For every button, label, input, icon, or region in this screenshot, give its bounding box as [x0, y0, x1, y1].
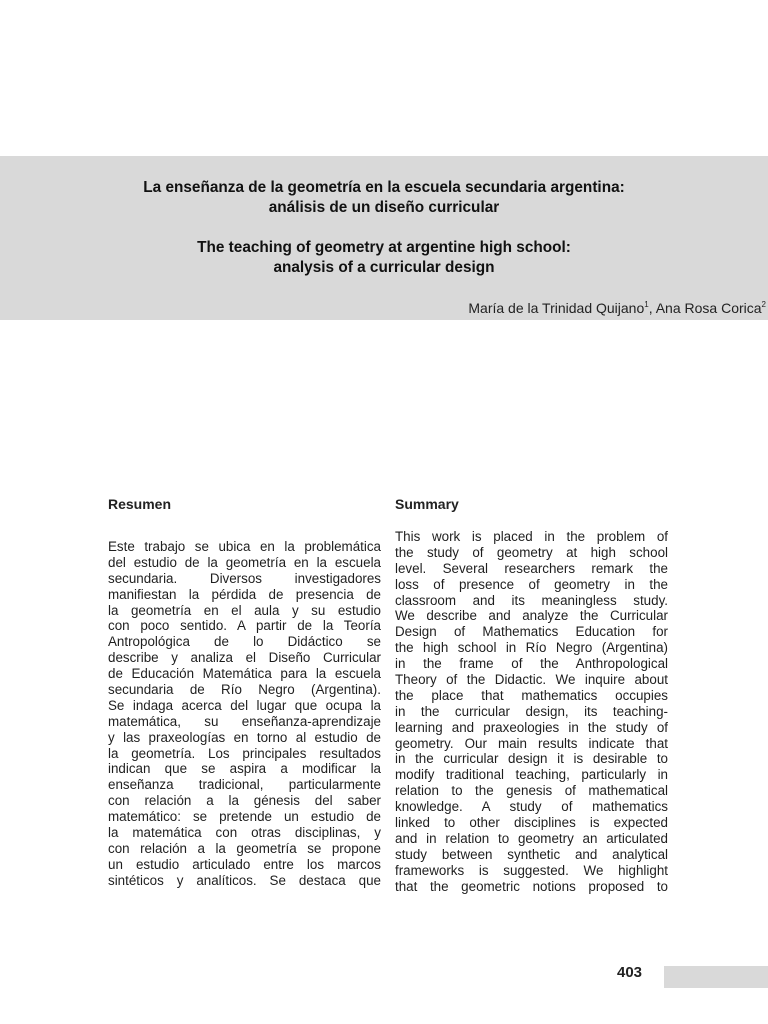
summary-line: We describe and analyze the Curricular [395, 608, 668, 624]
summary-line: frameworks is suggested. We highlight [395, 862, 668, 878]
summary-line: modify traditional teaching, particularly in [395, 767, 668, 783]
resumen-heading: Resumen [108, 496, 172, 512]
page-tab [664, 966, 768, 988]
spanish-title-line: La enseñanza de la geometría en la escuela secundaria argentina: [143, 179, 625, 196]
resumen-line: Antropológica de lo Didáctico se [108, 634, 381, 650]
english-title [15, 238, 752, 278]
resumen-line: la geometría. Los principales resultados [108, 745, 381, 761]
resumen-line: con relación a la génesis del saber [108, 793, 381, 809]
summary-line: loss of presence of geometry in the [395, 576, 668, 592]
summary-line: the place that mathematics occupies [395, 687, 668, 703]
summary-line: that the geometric notions proposed to [395, 878, 668, 894]
summary-line: knowledge. A study of mathematics [395, 799, 668, 815]
english-title-line: analysis of a curricular design [273, 259, 495, 276]
resumen-line: con relación a la geometría se propone [108, 840, 381, 856]
spanish-title [15, 178, 752, 218]
summary-line: in the frame of the Anthropological [395, 656, 668, 672]
resumen-line: Se indaga acerca del lugar que ocupa la [108, 697, 381, 713]
resumen-line: con poco sentido. A partir de la Teoría [108, 618, 381, 634]
summary-heading: Summary [395, 496, 459, 512]
summary-line: the high school in Río Negro (Argentina) [395, 640, 668, 656]
affiliation-mark: 1 [644, 300, 649, 309]
spanish-title-line: análisis de un diseño curricular [268, 199, 500, 216]
author-separator: , [648, 300, 656, 316]
summary-line: learning and praxeologies in the study of [395, 719, 668, 735]
summary-line: study between synthetic and analytical [395, 846, 668, 862]
summary-line: linked to other disciplines is expected [395, 815, 668, 831]
resumen-line: enseñanza tradicional, particularmente [108, 777, 381, 793]
summary-line: the study of geometry at high school [395, 544, 668, 560]
resumen-line: la geometría en el aula y su estudio [108, 602, 381, 618]
resumen-line: un estudio articulado entre los marcos [108, 856, 381, 872]
author-name: Ana Rosa Corica [655, 300, 762, 316]
affiliation-mark: 2 [761, 300, 766, 309]
summary-line: Theory of the Didactic. We inquire about [395, 672, 668, 688]
summary-line: relation to the genesis of mathematical [395, 783, 668, 799]
summary-line: in the curricular design, its teaching- [395, 703, 668, 719]
resumen-line: del estudio de la geometría en la escuela [108, 554, 381, 570]
resumen-text [108, 539, 381, 889]
resumen-line: indican que se aspira a modificar la [108, 761, 381, 777]
resumen-line: la matemática con otras disciplinas, y [108, 825, 381, 841]
summary-line: This work is placed in the problem of [395, 529, 668, 544]
resumen-line: secundaria de Río Negro (Argentina). [108, 682, 381, 698]
resumen-line: de Educación Matemática para la escuela [108, 666, 381, 682]
resumen-line: sintéticos y analíticos. Se destaca que [108, 872, 381, 888]
resumen-line: describe y analiza el Diseño Curricular [108, 650, 381, 666]
resumen-line: Este trabajo se ubica en la problemática [108, 539, 381, 554]
summary-line: and in relation to geometry an articulated [395, 830, 668, 846]
summary-text [395, 529, 668, 894]
english-title-line: The teaching of geometry at argentine high school: [197, 239, 571, 256]
resumen-line: matemática, su enseñanza-aprendizaje [108, 713, 381, 729]
resumen-line: secundaria. Diversos investigadores [108, 570, 381, 586]
summary-line: Design of Mathematics Education for [395, 624, 668, 640]
summary-line: classroom and its meaningless study. [395, 592, 668, 608]
resumen-line: manifiestan la pérdida de presencia de [108, 586, 381, 602]
author-line [468, 299, 766, 317]
summary-line: level. Several researchers remark the [395, 560, 668, 576]
page-number: 403 [617, 964, 643, 981]
summary-line: geometry. Our main results indicate that [395, 735, 668, 751]
summary-line: in the curricular design it is desirable to [395, 751, 668, 767]
resumen-line: matemático: se pretende un estudio de [108, 809, 381, 825]
resumen-line: y las praxeologías en torno al estudio de [108, 729, 381, 745]
author-name: María de la Trinidad Quijano [468, 300, 645, 316]
